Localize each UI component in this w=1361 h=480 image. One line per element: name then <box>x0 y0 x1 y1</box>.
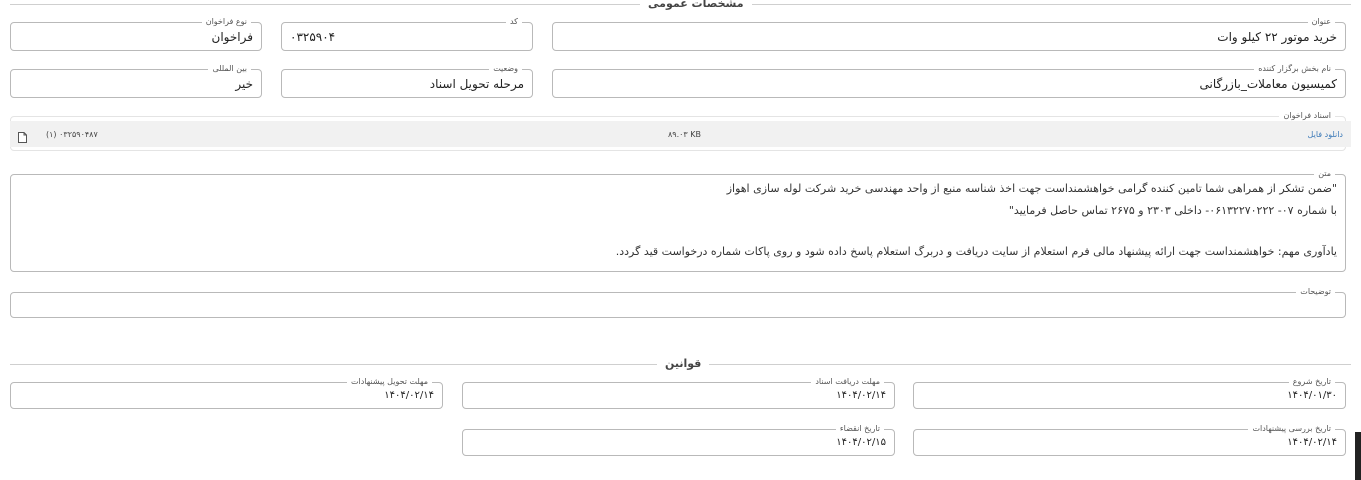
file-name: ۰۳۲۵۹۰۴۸۷ (۱) <box>46 130 98 139</box>
title-field <box>552 17 1346 51</box>
proposal-delivery-deadline-value: ۱۴۰۴/۰۲/۱۴ <box>384 390 434 401</box>
start-date-field <box>913 377 1346 409</box>
code-label: کد <box>506 16 522 28</box>
section-title-general: مشخصات عمومی <box>640 0 752 10</box>
status-label: وضعیت <box>489 63 522 75</box>
proposal-review-date-label: تاریخ بررسی پیشنهادات <box>1248 423 1335 435</box>
code-value: ۰۳۲۵۹۰۴ <box>290 29 336 44</box>
text-label: متن <box>1314 168 1335 180</box>
start-date-value: ۱۴۰۴/۰۱/۳۰ <box>1287 390 1337 401</box>
expiry-date-value: ۱۴۰۴/۰۲/۱۵ <box>836 437 886 448</box>
status-field <box>281 64 533 98</box>
title-value: خرید موتور ۲۲ کیلو وات <box>1217 29 1337 44</box>
international-field <box>10 64 262 98</box>
notes-label: توضیحات <box>1296 286 1335 298</box>
notes-field <box>10 287 1346 318</box>
text-line: با شماره ۰۷- ۰۶۱۳۲۲۷۰۲۲۲- داخلی ۲۳۰۳ و ۲۶۷۵ تماس حاصل فرمایید" <box>1008 204 1337 217</box>
expiry-date-field <box>462 424 895 456</box>
section-title-deadlines: قوانین <box>657 357 709 370</box>
organizer-label: نام بخش برگزار کننده <box>1254 63 1335 75</box>
international-value: خیر <box>235 76 253 91</box>
doc-receive-deadline-value: ۱۴۰۴/۰۲/۱۴ <box>836 390 886 401</box>
text-line: "ضمن تشکر از همراهی شما تامین کننده گرامی خواهشمنداست جهت اخذ شناسه منبع از واحد مهندسی خرید شرکت لوله سازی اهواز <box>726 182 1337 195</box>
expiry-date-label: تاریخ انقضاء <box>836 423 884 435</box>
documents-label: اسناد فراخوان <box>1279 110 1335 122</box>
notes-value <box>11 293 1345 317</box>
organizer-value: کمیسیون معاملات_بازرگانی <box>1199 76 1337 91</box>
proposal-delivery-deadline-field <box>10 377 443 409</box>
organizer-field <box>552 64 1346 98</box>
start-date-label: تاریخ شروع <box>1289 376 1335 388</box>
proposal-delivery-deadline-label: مهلت تحویل پیشنهادات <box>347 376 432 388</box>
call-type-value: فراخوان <box>211 29 253 44</box>
file-size: ۸۹.۰۳ KB <box>668 130 702 139</box>
doc-receive-deadline-label: مهلت دریافت اسناد <box>811 376 884 388</box>
document-row <box>10 121 1351 147</box>
code-field <box>281 17 533 51</box>
download-link[interactable]: دانلود فایل <box>1307 130 1343 139</box>
international-label: بین المللی <box>208 63 251 75</box>
file-icon[interactable] <box>18 128 27 147</box>
scrollbar-thumb[interactable] <box>1355 432 1361 480</box>
proposal-review-date-field <box>913 424 1346 456</box>
text-field <box>10 169 1346 272</box>
call-type-field <box>10 17 262 51</box>
call-type-label: نوع فراخوان <box>202 16 251 28</box>
status-value: مرحله تحویل اسناد <box>429 76 524 91</box>
doc-receive-deadline-field <box>462 377 895 409</box>
text-line: یادآوری مهم: خواهشمنداست جهت ارائه پیشنهاد مالی فرم استعلام از سایت دریافت و دربرگ استعلام پاسخ داده شود و روی پاکات شماره درخواست قید گردد. <box>615 245 1337 258</box>
title-label: عنوان <box>1308 16 1335 28</box>
proposal-review-date-value: ۱۴۰۴/۰۲/۱۴ <box>1287 437 1337 448</box>
